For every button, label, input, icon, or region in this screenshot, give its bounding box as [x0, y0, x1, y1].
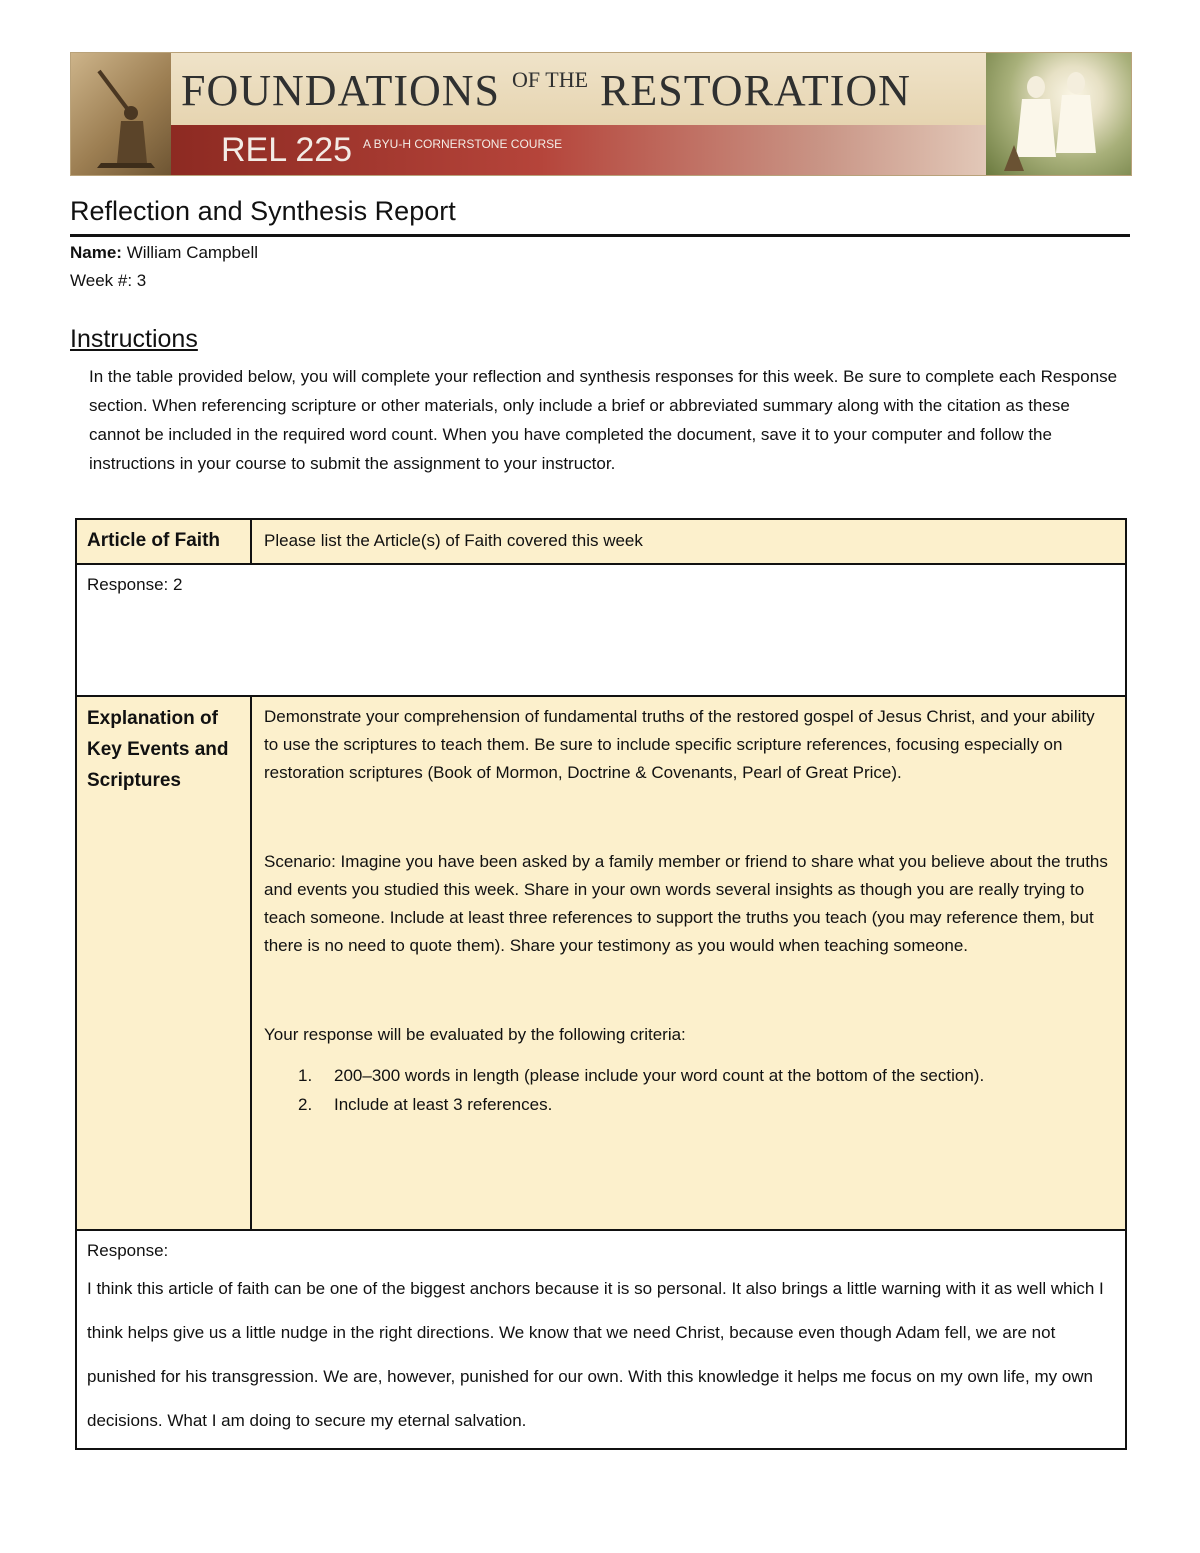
article-of-faith-row: [77, 520, 1125, 565]
week-label: Week #:: [70, 271, 133, 290]
heavenly-figures-icon: [996, 57, 1121, 171]
report-table: [75, 518, 1127, 1450]
angel-moroni-icon: [91, 63, 161, 168]
criteria-item: [264, 1061, 1113, 1090]
banner-right-art: [986, 53, 1131, 175]
explanation-row: [77, 697, 1125, 1231]
response-label: Response:: [87, 1241, 169, 1260]
explanation-label: Explanation of Key Events and Scriptures: [77, 697, 252, 1229]
criteria-intro: Your response will be evaluated by the following criteria:: [264, 1025, 686, 1044]
banner-title-foundations: FOUNDATIONS: [181, 66, 501, 115]
banner-course-code: REL 225: [221, 131, 353, 169]
article-response-text[interactable]: Response: 2: [87, 575, 183, 594]
explanation-prompt-cell: [252, 697, 1125, 1229]
title-divider: [70, 234, 1130, 237]
banner-title-of-the: OF THE: [512, 67, 589, 92]
criteria-text: Include at least 3 references.: [334, 1095, 553, 1114]
criteria-item: [264, 1090, 1113, 1119]
criteria-text: 200–300 words in length (please include your word count at the bottom of the section).: [334, 1066, 985, 1085]
name-line: [70, 243, 258, 263]
report-title: Reflection and Synthesis Report: [70, 196, 456, 226]
response-body: I think this article of faith can be one of the biggest anchors because it is so personal. It also brings a little warning with it as well which I think helps give us a little nudge in the right directions. We know that we need Christ, because even though Adam fell, we are not punished for his transgression. We are, however, punished for our own. With this knowledge it helps me focus on my own life, my own decisions. What I am doing to secure my eternal salvation.: [87, 1279, 1104, 1430]
name-value: William Campbell: [126, 243, 259, 262]
instructions-body: In the table provided below, you will complete your reflection and synthesis responses for this week. Be sure to complete each Response section. When referencing scripture or other materials, only include a brief or abbreviated summary along with the citation as these cannot be included in the required word count. When you have completed the document, save it to your computer and follow the instructions in your course to submit the assignment to your instructor.: [89, 367, 1118, 473]
article-of-faith-label: Article of Faith: [77, 520, 252, 563]
instructions-heading: Instructions: [70, 325, 198, 353]
explanation-response-row: [77, 1231, 1125, 1448]
banner-title: [181, 65, 911, 116]
week-value: 3: [136, 271, 147, 290]
banner-title-restoration: RESTORATION: [600, 66, 911, 115]
article-response-row: [77, 565, 1125, 697]
banner-course-subtitle: A BYU-H CORNERSTONE COURSE: [363, 137, 563, 151]
explanation-response-cell[interactable]: [77, 1231, 1125, 1449]
criteria-number: 1.: [298, 1066, 313, 1085]
course-banner: [70, 52, 1132, 176]
banner-left-art: [71, 53, 171, 175]
name-label: Name:: [70, 243, 122, 262]
week-line: [70, 271, 146, 291]
criteria-number: 2.: [298, 1095, 313, 1114]
explanation-prompt-2: Scenario: Imagine you have been asked by a family member or friend to share what you believe about the truths and events you studied this week. Share in your own words several insights as though you are really trying to teach someone. Include at least three references to support the truths you teach (you may reference them, but there is no need to quote them). Share your testimony as you would when teaching someone.: [264, 852, 1108, 955]
explanation-prompt-1: Demonstrate your comprehension of fundamental truths of the restored gospel of Jesus Christ, and your ability to use the scriptures to teach them. Be sure to include specific scripture references, focusing especially on restoration scriptures (Book of Mormon, Doctrine & Covenants, Pearl of Great Price).: [264, 707, 1095, 782]
article-of-faith-prompt: Please list the Article(s) of Faith covered this week: [264, 531, 643, 550]
criteria-list: [264, 1061, 1113, 1119]
